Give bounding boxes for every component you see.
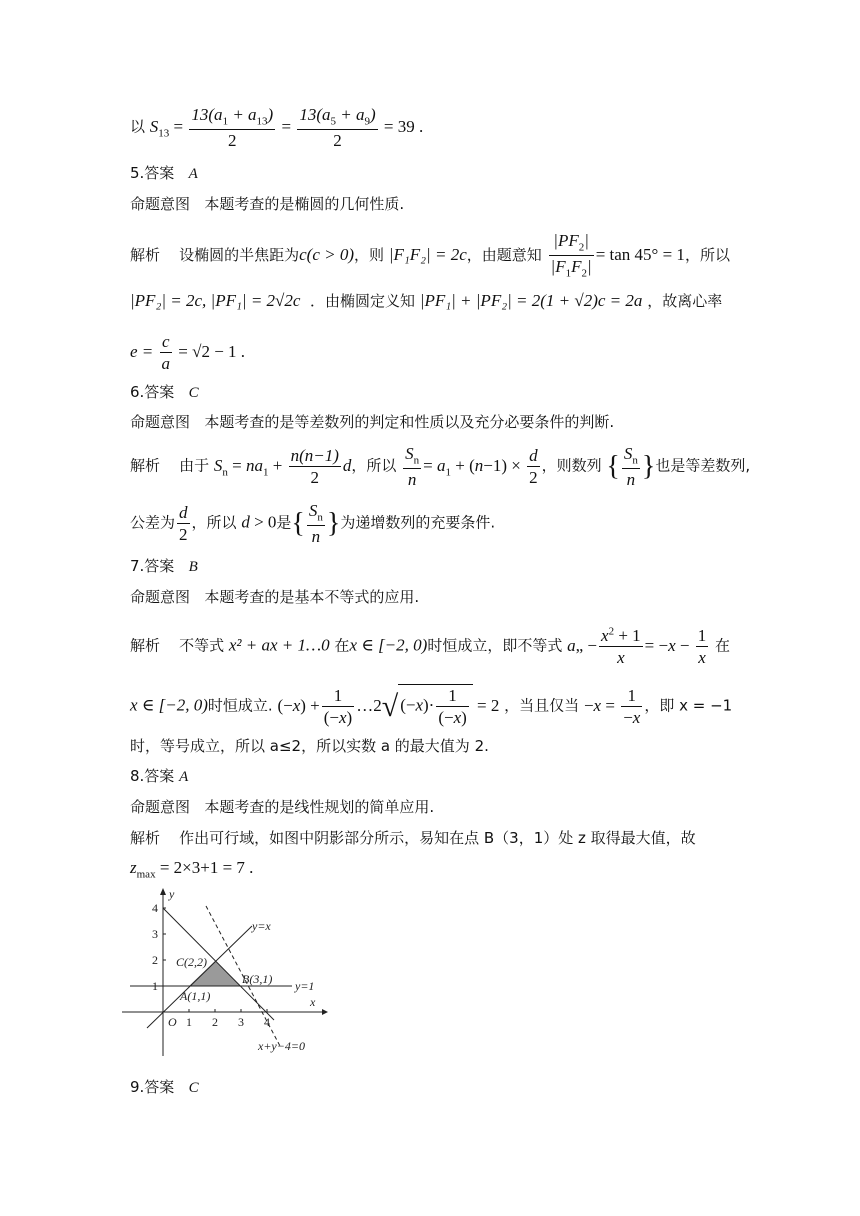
- q7-solution-line2: x ∈ [−2, 0)时恒成立. (−x) + $\frac{1}{(-x)}$ …2√ (−x)· $\frac{1}{(-x)}$ = 2 ，当且仅当 −x = $\frac{1}{-x}$ ，即 x = −1: [130, 686, 733, 728]
- tick-y-2: 2: [152, 953, 158, 967]
- q5-eccentricity: e = $\frac{c}{a}$ = √2 − 1 .: [130, 332, 246, 374]
- q8-zmax: $z_{max} = 2\times 3+1 = 7$ .: [130, 858, 254, 881]
- q7-solution-line1: 解析 不等式 x² + ax + 1…0 在x ∈ [−2, 0)时恒成立，即不等式 a„ − $\frac{x^2 + 1}{x}$ = −x − $\frac{1}{x}$ 在: [130, 625, 731, 668]
- feasible-region-figure: [122, 888, 330, 1058]
- s13-formula: $S_{13}$ = $\frac{13(a_1 + a_{13})}{2}$ = $\frac{13(a_5 + a_9)}{2}$ = 39 .: [149, 105, 424, 151]
- q6-solution-line2: 公差为 $\frac{d}{2}$ ，所以 d > 0是{ $\frac{S_n}{n}$ }为递增数列的充要条件.: [130, 501, 496, 547]
- q5-intent: 命题意图 本题考查的是椭圆的几何性质.: [130, 195, 405, 213]
- label-y-equals-1: y=1: [295, 979, 315, 993]
- tick-y-1: 1: [152, 979, 158, 993]
- label-y-equals-x: y=x: [252, 919, 271, 933]
- y-axis-label: y: [169, 888, 175, 901]
- tick-x-2: 2: [212, 1015, 218, 1029]
- q6-solution-line1: 解析 由于 $S_n = na_1$ + $\frac{n(n-1)}{2}$ d，所以 $\frac{S_n}{n}$ = $a_1 + (n-1)$ × $\frac{d}{2}$ ，则数列 { $\frac{S_n}{n}$ }也是等差数列,: [130, 444, 751, 490]
- x-axis-label: x: [310, 995, 316, 1009]
- s13-equation-line: [130, 104, 423, 151]
- tick-x-3: 3: [238, 1015, 244, 1029]
- lead-text: 以: [130, 117, 146, 136]
- tick-y-4: 4: [152, 901, 158, 915]
- origin-label: O: [168, 1015, 177, 1029]
- point-A-label: A(1,1): [180, 989, 211, 1003]
- x-axis-arrow: [322, 1009, 328, 1015]
- tick-y-3: 3: [152, 927, 158, 941]
- q8-intent: 命题意图 本题考查的是线性规划的简单应用.: [130, 798, 435, 816]
- point-B-label: B(3,1): [242, 972, 273, 986]
- q6-intent: 命题意图 本题考查的是等差数列的判定和性质以及充分必要条件的判断.: [130, 413, 615, 431]
- label-x-plus-y-minus-4: x+y−4=0: [258, 1039, 305, 1053]
- q7-answer: 7.答案 B: [130, 557, 198, 575]
- q6-answer: 6.答案 C: [130, 383, 199, 401]
- q7-intent: 命题意图 本题考查的是基本不等式的应用.: [130, 588, 420, 606]
- q5-answer: 5.答案 A: [130, 164, 198, 182]
- q5-solution-line2: |PF₂| = 2c, |PF₁| = 2√2c ．由椭圆定义知 |PF₁| + |PF₂| = 2(1 + √2)c = 2a ，故离心率: [130, 291, 723, 310]
- q5-solution-line1: 解析 设椭圆的半焦距为c(c > 0)，则 |F₁F₂| = 2c，由题意知 $\frac{|PF_2|}{|F_1F_2|}$ = tan 45° = 1，所以: [130, 231, 730, 280]
- q7-solution-line3: 时，等号成立，所以 a≤2，所以实数 a 的最大值为 2.: [130, 737, 489, 755]
- q8-solution: 解析 作出可行域，如图中阴影部分所示，易知在点 B（3，1）处 z 取得最大值，故: [130, 829, 696, 847]
- tick-x-1: 1: [186, 1015, 192, 1029]
- q8-answer: 8.答案 A: [130, 767, 189, 785]
- point-C-label: C(2,2): [176, 955, 207, 969]
- tick-x-4: 4: [264, 1015, 270, 1029]
- y-axis-arrow: [160, 888, 166, 895]
- pf2-over-f1f2-fraction: $\frac{|PF_2|}{|F_1F_2|}$: [550, 231, 592, 280]
- q9-answer: 9.答案 C: [130, 1078, 199, 1096]
